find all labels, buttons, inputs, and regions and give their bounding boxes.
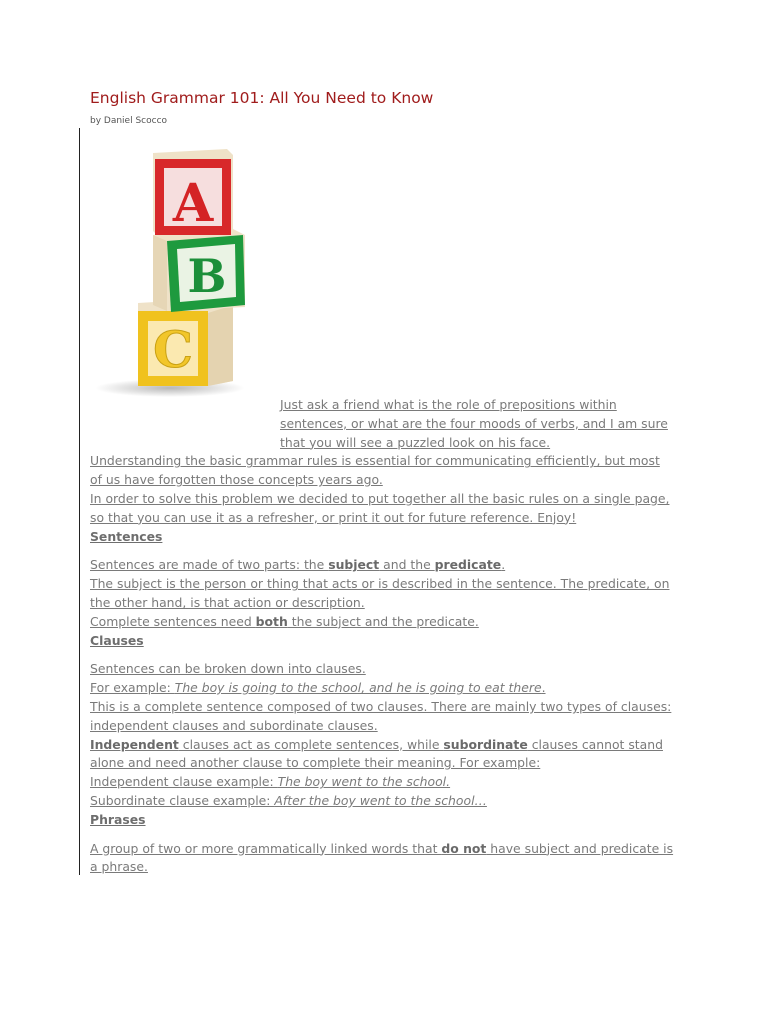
page-title: English Grammar 101: All You Need to Know	[90, 89, 434, 107]
letter-c: C	[153, 320, 193, 379]
intro-paragraph-2: Understanding the basic grammar rules is essential for communicating efficiently, but most of us have forgotten those concepts years ago.	[90, 453, 660, 488]
letter-b: B	[187, 249, 227, 303]
clauses-line-4: Independent clauses act as complete sentences, while subordinate clauses cannot stand alone and need another clause to complete their meaning. For example:	[90, 736, 663, 771]
abc-blocks-illustration	[95, 145, 260, 400]
sentences-line-2: The subject is the person or thing that acts or is described in the sentence. The predicate, on the other hand, is that action or description.	[90, 576, 670, 610]
clauses-line-6: Subordinate clause example: After the boy went to the school…	[90, 792, 487, 808]
clauses-line-5: Independent clause example: The boy went to the school.	[90, 774, 451, 790]
article-body	[90, 396, 675, 877]
clauses-line-3: This is a complete sentence composed of two clauses. There are mainly two types of clauses: independent clauses and subordinate clauses.	[90, 698, 672, 733]
block-b	[153, 229, 245, 312]
clauses-line-2: For example: The boy is going to the school, and he is going to eat there.	[90, 680, 546, 696]
phrases-line-1: A group of two or more grammatically linked words that do not have subject and predicate is a phrase.	[90, 840, 674, 875]
abc-blocks-image	[95, 145, 260, 400]
letter-a: A	[172, 173, 214, 234]
intro-paragraph-3: In order to solve this problem we decided to put together all the basic rules on a single page, so that you can use it as a refresher, or print it out for future reference. Enjoy!	[90, 490, 670, 525]
section-heading-phrases: Phrases	[90, 811, 146, 827]
section-heading-clauses: Clauses	[90, 632, 144, 648]
block-c	[138, 298, 233, 386]
sentences-line-1: Sentences are made of two parts: the subject and the predicate.	[90, 557, 506, 573]
author-byline: by Daniel Scocco	[90, 116, 168, 126]
sentences-line-3: Complete sentences need both the subject and the predicate.	[90, 613, 479, 629]
intro-paragraph-1: Just ask a friend what is the role of prepositions within sentences, or what are the four moods of verbs, and I am sure that you will see a puzzled look on his face.	[280, 397, 668, 450]
block-a	[153, 149, 233, 235]
left-border-line	[79, 128, 80, 875]
section-heading-sentences: Sentences	[90, 528, 163, 544]
clauses-line-1: Sentences can be broken down into clauses.	[90, 661, 366, 677]
